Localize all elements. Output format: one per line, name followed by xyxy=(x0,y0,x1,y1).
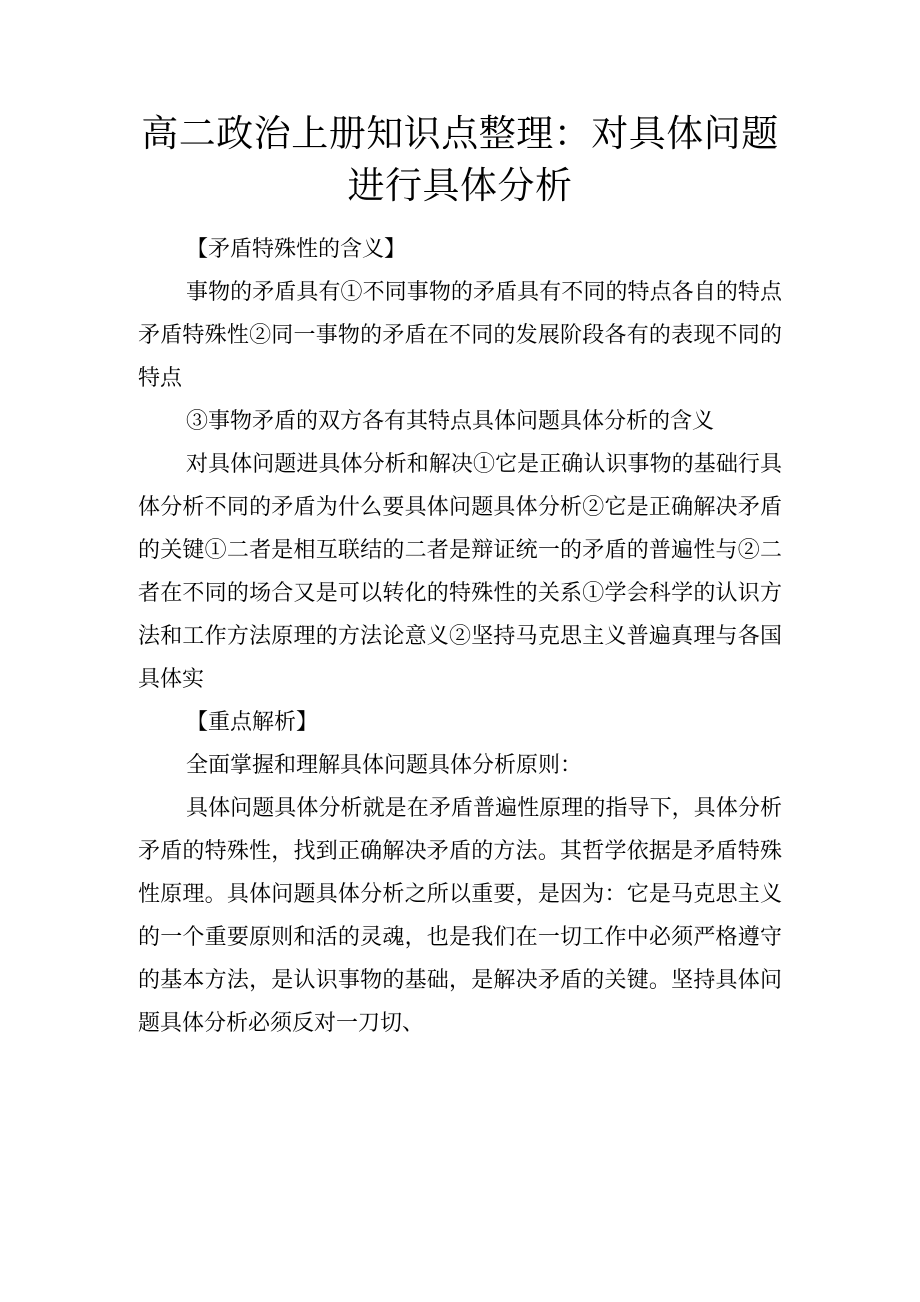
section-heading-contradiction-particularity: 【矛盾特殊性的含义】 xyxy=(186,237,407,262)
paragraph: ③事物矛盾的双方各有其特点具体问题具体分析的含义 xyxy=(186,409,715,434)
paragraph: 全面掌握和理解具体问题具体分析原则： xyxy=(186,753,583,778)
document-body xyxy=(138,228,782,1045)
document-title: 高二政治上册知识点整理：对具体问题进行具体分析 xyxy=(141,112,779,207)
paragraph: 具体问题具体分析就是在矛盾普遍性原理的指导下，具体分析矛盾的特殊性，找到正确解决矛盾的方法。其哲学依据是矛盾特殊性原理。具体问题具体分析之所以重要，是因为：它是马克思主义的一个重要原则和活的灵魂，也是我们在一切工作中必须严格遵守的基本方法，是认识事物的基础，是解决矛盾的关键。坚持具体问题具体分析必须反对一刀切、 xyxy=(138,796,782,1036)
paragraph: 事物的矛盾具有①不同事物的矛盾具有不同的特点各自的特点矛盾特殊性②同一事物的矛盾在不同的发展阶段各有的表现不同的特点 xyxy=(138,280,782,391)
paragraph: 对具体问题进具体分析和解决①它是正确认识事物的基础行具体分析不同的矛盾为什么要具体问题具体分析②它是正确解决矛盾的关键①二者是相互联结的二者是辩证统一的矛盾的普遍性与②二者在不同的场合又是可以转化的特殊性的关系①学会科学的认识方法和工作方法原理的方法论意义②坚持马克思主义普遍真理与各国具体实 xyxy=(138,452,782,692)
section-heading-key-analysis: 【重点解析】 xyxy=(186,710,319,735)
document-page xyxy=(138,108,782,1045)
